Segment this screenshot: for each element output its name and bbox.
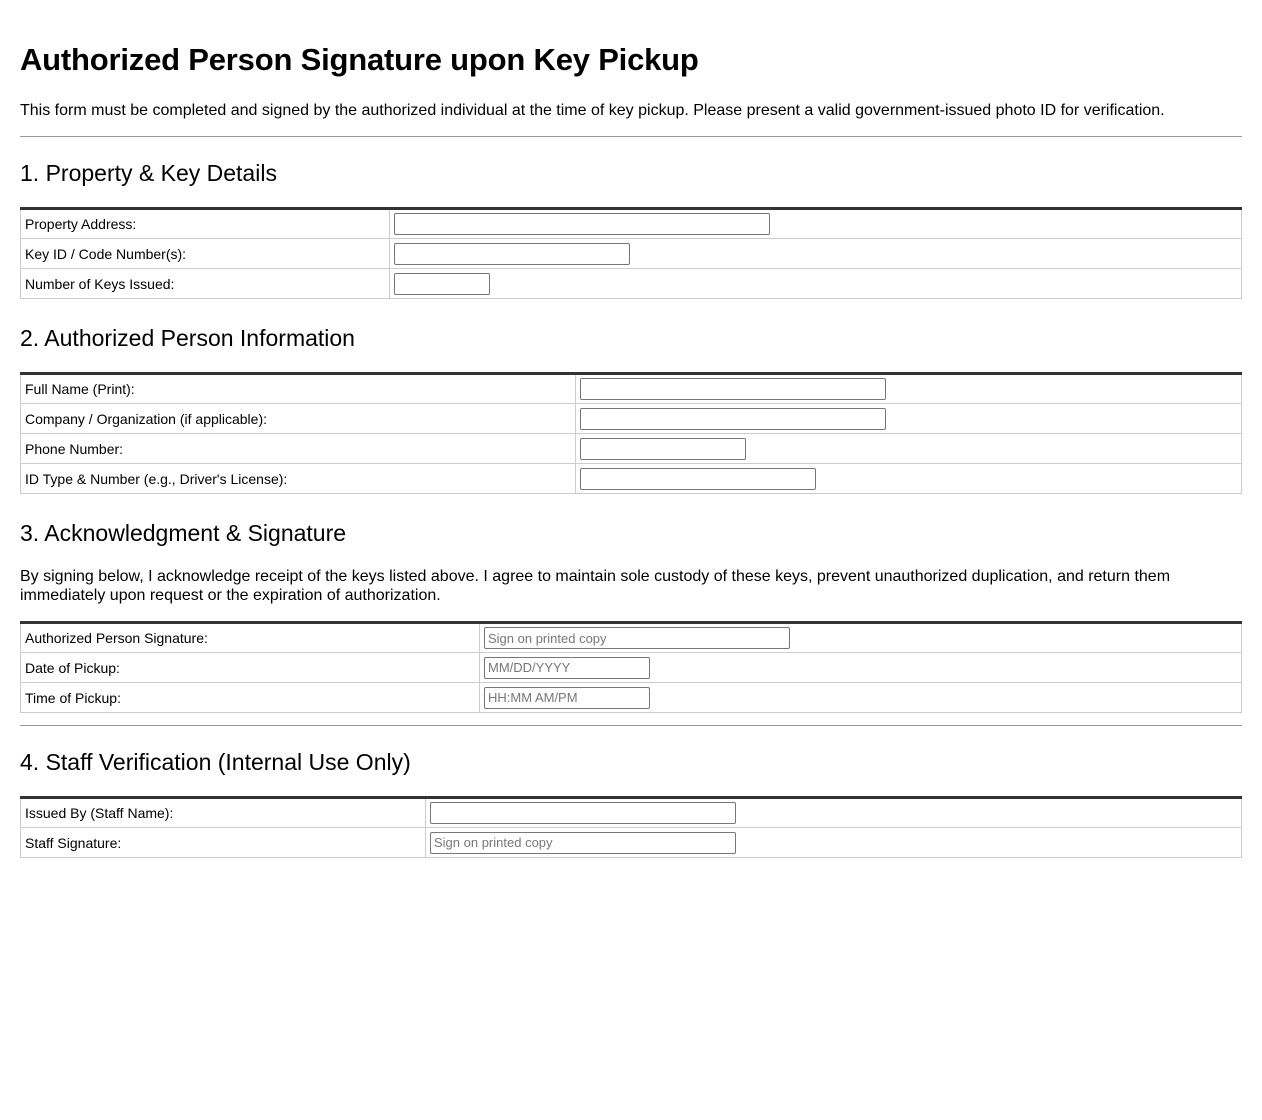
id-type-label: ID Type & Number (e.g., Driver's License): (21, 464, 576, 494)
signature-table (20, 621, 1242, 713)
property-details-table (20, 207, 1242, 299)
issued-by-label: Issued By (Staff Name): (21, 798, 426, 828)
table-row (21, 269, 1242, 299)
time-of-pickup-input[interactable] (484, 687, 650, 709)
person-info-table (20, 372, 1242, 494)
table-row (21, 828, 1242, 858)
page-title: Authorized Person Signature upon Key Pickup (20, 42, 699, 77)
staff-signature-label: Staff Signature: (21, 828, 426, 858)
section-heading-staff: 4. Staff Verification (Internal Use Only) (20, 749, 411, 775)
key-id-input[interactable] (394, 243, 630, 265)
acknowledgment-text: By signing below, I acknowledge receipt of the keys listed above. I agree to maintain sole custody of these keys, prevent unauthorized duplication, and return them immediately upon request or the expiration of authorization. (20, 568, 1171, 604)
full-name-label: Full Name (Print): (21, 374, 576, 404)
number-of-keys-input[interactable] (394, 273, 490, 295)
authorized-signature-input[interactable] (484, 627, 790, 649)
key-id-label: Key ID / Code Number(s): (21, 239, 390, 269)
date-of-pickup-label: Date of Pickup: (21, 653, 480, 683)
number-of-keys-label: Number of Keys Issued: (21, 269, 390, 299)
table-row (21, 464, 1242, 494)
time-of-pickup-label: Time of Pickup: (21, 683, 480, 713)
id-type-input[interactable] (580, 468, 816, 490)
company-label: Company / Organization (if applicable): (21, 404, 576, 434)
divider (20, 725, 1242, 726)
issued-by-input[interactable] (430, 802, 736, 824)
section-heading-person: 2. Authorized Person Information (20, 325, 355, 351)
table-row (21, 798, 1242, 828)
table-row (21, 434, 1242, 464)
table-row (21, 653, 1242, 683)
table-row (21, 374, 1242, 404)
authorized-signature-label: Authorized Person Signature: (21, 623, 480, 653)
phone-input[interactable] (580, 438, 746, 460)
date-of-pickup-input[interactable] (484, 657, 650, 679)
section-heading-property: 1. Property & Key Details (20, 160, 277, 186)
intro-text: This form must be completed and signed by the authorized individual at the time of key pickup. Please present a valid government-issued photo ID for verification. (20, 102, 1165, 119)
staff-verification-table (20, 796, 1242, 858)
table-row (21, 683, 1242, 713)
table-row (21, 239, 1242, 269)
section-heading-ack: 3. Acknowledgment & Signature (20, 520, 347, 546)
phone-label: Phone Number: (21, 434, 576, 464)
table-row (21, 404, 1242, 434)
company-input[interactable] (580, 408, 886, 430)
table-row (21, 623, 1242, 653)
full-name-input[interactable] (580, 378, 886, 400)
table-row (21, 209, 1242, 239)
staff-signature-input[interactable] (430, 832, 736, 854)
divider (20, 136, 1242, 137)
property-address-input[interactable] (394, 213, 770, 235)
property-address-label: Property Address: (21, 209, 390, 239)
